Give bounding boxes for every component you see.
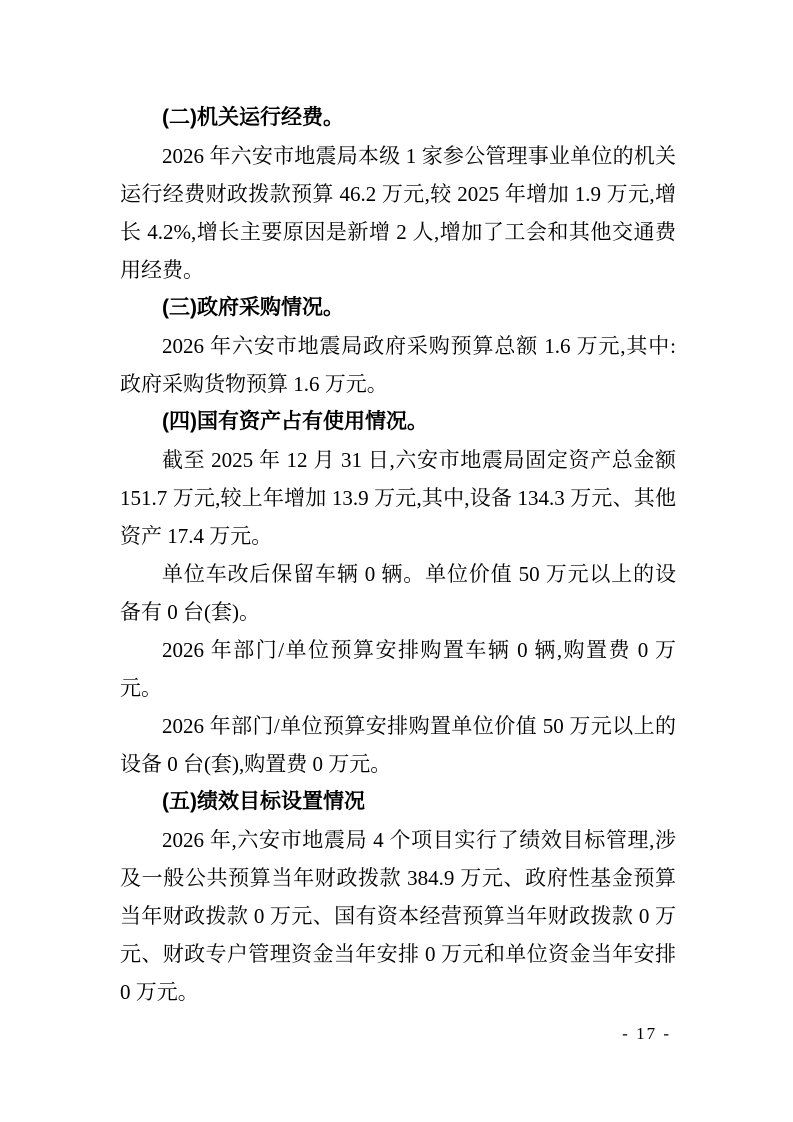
paragraph-performance-targets: 2026 年,六安市地震局 4 个项目实行了绩效目标管理,涉及一般公共预算当年财政拨款 384.9 万元、政府性基金预算当年财政拨款 0 万元、国有资本经营预算当年财政拨款 0 万元、财政专户管理资金当年安排 0 万元和单位资金当年安排 0 万元。 [120,828,676,1004]
paragraph-vehicle-budget: 2026 年部门/单位预算安排购置车辆 0 辆,购置费 0 万元。 [120,638,676,700]
document-body [120,99,676,1011]
paragraph-fixed-assets: 截至 2025 年 12 月 31 日,六安市地震局固定资产总金额 151.7 万元,较上年增加 13.9 万元,其中,设备 134.3 万元、其他资产 17.4 万元。 [120,448,676,548]
paragraph-procurement: 2026 年六安市地震局政府采购预算总额 1.6 万元,其中:政府采购货物预算 1.6 万元。 [120,334,676,396]
paragraph-vehicles-kept: 单位车改后保留车辆 0 辆。单位价值 50 万元以上的设备有 0 台(套)。 [120,562,676,624]
section-heading-5: (五)绩效目标设置情况 [162,790,365,813]
section-heading-2: (二)机关运行经费。 [162,106,344,129]
page-number: - 17 - [622,1024,671,1043]
section-heading-4: (四)国有资产占有使用情况。 [162,410,428,433]
paragraph-equipment-budget: 2026 年部门/单位预算安排购置单位价值 50 万元以上的设备 0 台(套),购置费 0 万元。 [120,714,676,776]
section-heading-3: (三)政府采购情况。 [162,296,344,319]
paragraph-operating-cost: 2026 年六安市地震局本级 1 家参公管理事业单位的机关运行经费财政拨款预算 46.2 万元,较 2025 年增加 1.9 万元,增长 4.2%,增长主要原因是新增 2 人,增加了工会和其他交通费用经费。 [120,144,676,282]
